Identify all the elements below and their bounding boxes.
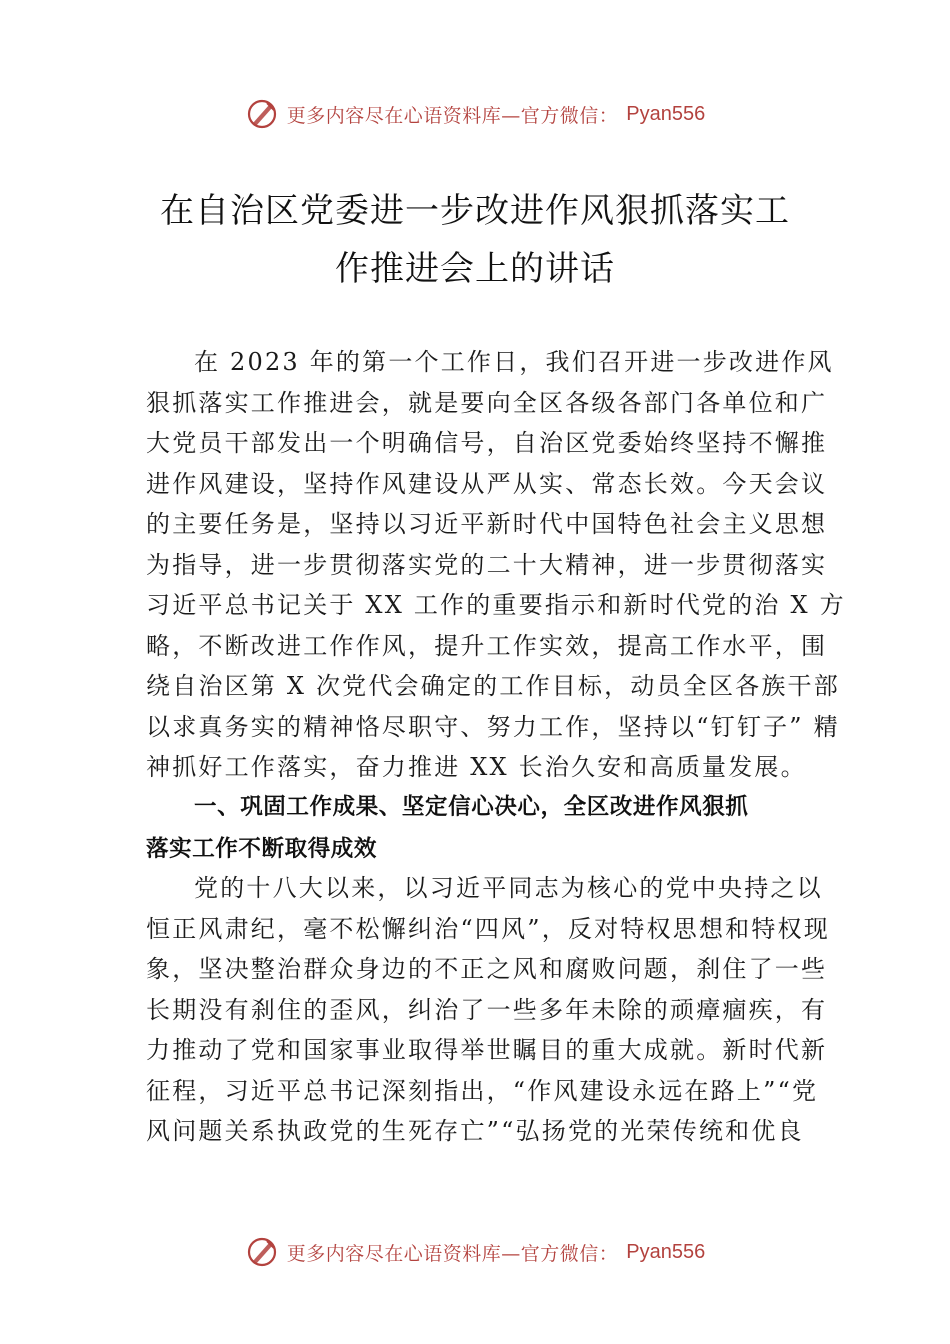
title-line: 作推进会上的讲话 xyxy=(335,249,615,289)
text-line: 绕自治区第 X 次党代会确定的工作目标，动员全区各族干部 xyxy=(146,672,840,700)
text-line: 习近平总书记关于 XX 工作的重要指示和新时代党的治 X 方 xyxy=(146,591,846,619)
text-line: 象，坚决整治群众身边的不正之风和腐败问题，刹住了一些 xyxy=(146,955,828,983)
paragraph-intro xyxy=(146,342,846,788)
section-heading-1 xyxy=(146,786,826,870)
text-line: 进作风建设，坚持作风建设从严从实、常态长效。今天会议 xyxy=(146,469,828,498)
text-line: 的主要任务是，坚持以习近平新时代中国特色社会主义思想 xyxy=(146,510,828,538)
text-line: 力推动了党和国家事业取得举世瞩目的重大成就。新时代新 xyxy=(146,1036,828,1064)
text-line: 以求真务实的精神恪尽职守、努力工作，坚持以“钉钉子” 精 xyxy=(146,712,840,741)
text-line: 风问题关系执政党的生死存亡”“弘扬党的光荣传统和优良 xyxy=(146,1117,804,1145)
text-line: 为指导，进一步贯彻落实党的二十大精神，进一步贯彻落实 xyxy=(146,550,828,579)
text-line: 神抓好工作落实，奋力推进 XX 长治久安和高质量发展。 xyxy=(146,753,807,781)
pen-seal-logo-icon xyxy=(245,1235,279,1269)
footer-watermark xyxy=(0,1232,950,1272)
text-line: 党的十八大以来，以习近平同志为核心的党中央持之以 xyxy=(194,874,823,902)
text-line: 征程，习近平总书记深刻指出，“作风建设永远在路上”“党 xyxy=(146,1076,819,1105)
watermark-text: 更多内容尽在心语资料库—官方微信： xyxy=(286,1242,619,1265)
document-title xyxy=(0,182,950,298)
heading-line: 落实工作不断取得成效 xyxy=(146,836,378,862)
text-line: 略，不断改进工作作风，提升工作实效，提高工作水平，围 xyxy=(146,631,828,660)
text-line: 大党员干部发出一个明确信号，自治区党委始终坚持不懈推 xyxy=(146,429,828,457)
text-line: 恒正风肃纪，毫不松懈纠治“四风”，反对特权思想和特权现 xyxy=(146,914,830,943)
heading-line: 一、巩固工作成果、坚定信心决心，全区改进作风狠抓 xyxy=(194,794,749,820)
text-line: 长期没有刹住的歪风，纠治了一些多年未除的顽瘴痼疾，有 xyxy=(146,995,828,1024)
paragraph-section-1 xyxy=(146,868,830,1152)
watermark-text: 更多内容尽在心语资料库—官方微信： xyxy=(286,104,619,127)
header-watermark xyxy=(0,94,950,134)
pen-seal-logo-icon xyxy=(245,97,279,131)
text-line: 狠抓落实工作推进会，就是要向全区各级各部门各单位和广 xyxy=(146,388,828,417)
watermark-wechat-id: Pyan556 xyxy=(626,1240,706,1263)
text-line: 在 2023 年的第一个工作日，我们召开进一步改进作风 xyxy=(194,348,834,376)
title-line: 在自治区党委进一步改进作风狠抓落实工 xyxy=(160,191,790,231)
watermark-wechat-id: Pyan556 xyxy=(626,102,706,125)
